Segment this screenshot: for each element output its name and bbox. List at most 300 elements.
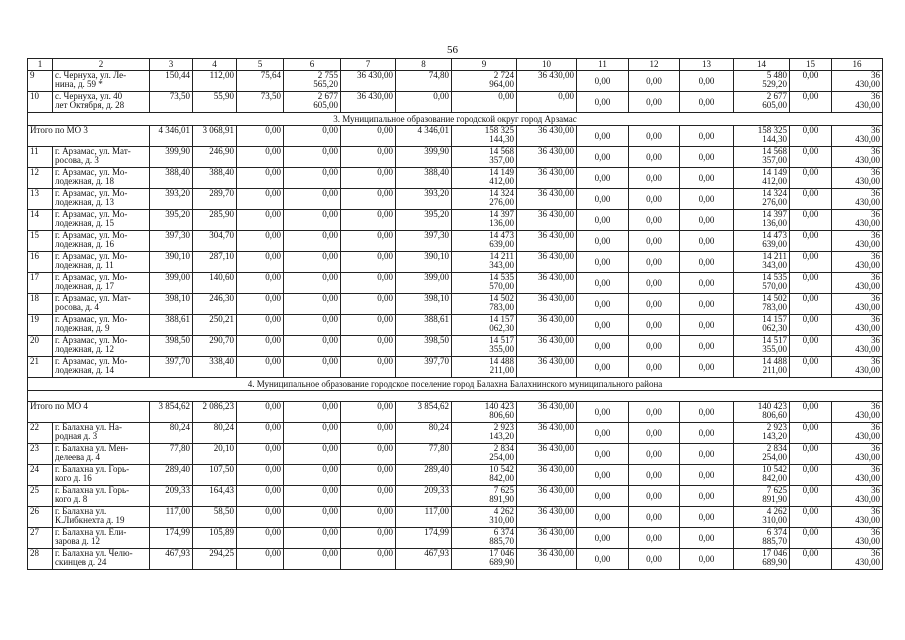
row-c11: 0,00 <box>577 231 629 252</box>
row-c9 <box>452 168 517 189</box>
total-c14 <box>734 402 790 423</box>
row-c16 <box>832 423 883 444</box>
row-c12: 0,00 <box>629 423 680 444</box>
row-c6: 0,00 <box>284 189 341 210</box>
row-c3: 393,20 <box>150 189 193 210</box>
row-c14-line: 14 157 <box>762 314 787 324</box>
row-c11: 0,00 <box>577 357 629 378</box>
row-number: 14 <box>28 210 53 231</box>
row-c3: 73,50 <box>150 92 193 113</box>
row-c8: 467,93 <box>396 549 452 570</box>
row-c14-line: 14 473 <box>762 230 787 240</box>
row-address <box>53 444 150 465</box>
row-number: 21 <box>28 357 53 378</box>
row-c5: 0,00 <box>237 336 284 357</box>
row-c7: 0,00 <box>341 444 396 465</box>
total-c16-line: 430,00 <box>855 134 880 144</box>
table-row <box>28 168 883 189</box>
column-number: 13 <box>680 59 734 71</box>
row-c12: 0,00 <box>629 465 680 486</box>
row-address-line: лодежная, д. 14 <box>55 365 115 375</box>
row-c12: 0,00 <box>629 168 680 189</box>
row-number: 17 <box>28 273 53 294</box>
section-heading: 4. Муниципальное образование городское поселение город Балахна Балахнинского муниципального района <box>28 378 883 391</box>
row-c3: 209,33 <box>150 486 193 507</box>
row-c15: 0,00 <box>790 465 832 486</box>
row-c12: 0,00 <box>629 315 680 336</box>
row-c16-line: 430,00 <box>855 239 880 249</box>
row-c4: 58,50 <box>193 507 237 528</box>
row-c14-line: 2 677 <box>766 91 787 101</box>
total-row <box>28 126 883 147</box>
row-address-line: г. Арзамас, ул. Мо- <box>55 188 128 198</box>
row-address-line: г. Арзамас, ул. Мат- <box>55 146 131 156</box>
row-c14 <box>734 465 790 486</box>
row-c14 <box>734 92 790 113</box>
row-c9-line: 2 724 <box>493 70 514 80</box>
table-row <box>28 92 883 113</box>
row-c9-line: 14 535 <box>489 272 514 282</box>
row-c10: 36 430,00 <box>517 507 577 528</box>
row-c13: 0,00 <box>680 507 734 528</box>
row-c9 <box>452 92 517 113</box>
row-c14-line: 529,20 <box>762 79 787 89</box>
row-c9-line: 412,00 <box>489 176 514 186</box>
total-c14-line: 144,30 <box>762 134 787 144</box>
row-c6 <box>284 92 341 113</box>
row-c13: 0,00 <box>680 315 734 336</box>
row-c9 <box>452 189 517 210</box>
row-number: 20 <box>28 336 53 357</box>
row-c14-line: 2 923 <box>766 422 787 432</box>
row-c8: 174,99 <box>396 528 452 549</box>
row-c15: 0,00 <box>790 92 832 113</box>
row-c11: 0,00 <box>577 294 629 315</box>
row-c16-line: 430,00 <box>855 302 880 312</box>
row-c6: 0,00 <box>284 465 341 486</box>
row-c6: 0,00 <box>284 528 341 549</box>
row-c8: 209,33 <box>396 486 452 507</box>
row-c6: 0,00 <box>284 549 341 570</box>
row-c11: 0,00 <box>577 210 629 231</box>
row-c16-line: 36 <box>871 485 880 495</box>
row-address <box>53 294 150 315</box>
row-c10: 0,00 <box>517 92 577 113</box>
row-c9 <box>452 507 517 528</box>
row-address-line: г. Балахна ул. На- <box>55 422 123 432</box>
row-c4: 285,90 <box>193 210 237 231</box>
row-c10: 36 430,00 <box>517 423 577 444</box>
row-c16 <box>832 231 883 252</box>
row-c10: 36 430,00 <box>517 252 577 273</box>
row-c16 <box>832 507 883 528</box>
row-c4: 290,70 <box>193 336 237 357</box>
row-c14-line: 783,00 <box>762 302 787 312</box>
row-c5: 0,00 <box>237 549 284 570</box>
row-c5: 0,00 <box>237 444 284 465</box>
row-address-line: г. Арзамас, ул. Мо- <box>55 251 128 261</box>
row-c14 <box>734 336 790 357</box>
total-c9 <box>452 126 517 147</box>
row-c7: 0,00 <box>341 147 396 168</box>
row-c15: 0,00 <box>790 231 832 252</box>
total-c16 <box>832 126 883 147</box>
row-c15: 0,00 <box>790 486 832 507</box>
row-address <box>53 423 150 444</box>
row-number: 25 <box>28 486 53 507</box>
row-c16 <box>832 210 883 231</box>
row-address-line: г. Балахна ул. Мен- <box>55 443 129 453</box>
row-c8: 388,40 <box>396 168 452 189</box>
row-c14-line: 17 046 <box>762 548 787 558</box>
row-c7: 0,00 <box>341 231 396 252</box>
total-c6: 0,00 <box>284 402 341 423</box>
row-address-line: росова, д. 3 <box>55 155 99 165</box>
row-c14-line: 891,90 <box>762 494 787 504</box>
row-c9-line: 254,00 <box>489 452 514 462</box>
row-c7: 36 430,00 <box>341 71 396 92</box>
row-c16-line: 430,00 <box>855 197 880 207</box>
row-c14-line: 14 149 <box>762 167 787 177</box>
row-address-line: кого д. 16 <box>55 473 92 483</box>
total-c3: 3 854,62 <box>150 402 193 423</box>
total-c16 <box>832 402 883 423</box>
column-number: 7 <box>341 59 396 71</box>
total-c4: 3 068,91 <box>193 126 237 147</box>
data-table <box>27 58 883 570</box>
row-c16 <box>832 465 883 486</box>
row-c5: 0,00 <box>237 357 284 378</box>
row-c16-line: 430,00 <box>855 281 880 291</box>
row-c6: 0,00 <box>284 168 341 189</box>
row-c15: 0,00 <box>790 273 832 294</box>
row-c14-line: 412,00 <box>762 176 787 186</box>
row-address-line: кого д. 8 <box>55 494 88 504</box>
total-row <box>28 402 883 423</box>
row-address <box>53 315 150 336</box>
row-address <box>53 465 150 486</box>
row-c12: 0,00 <box>629 507 680 528</box>
row-c16-line: 430,00 <box>855 431 880 441</box>
row-number: 11 <box>28 147 53 168</box>
total-c8: 4 346,01 <box>396 126 452 147</box>
row-c16 <box>832 252 883 273</box>
row-c8: 397,70 <box>396 357 452 378</box>
row-c6: 0,00 <box>284 294 341 315</box>
row-c9 <box>452 71 517 92</box>
total-c16-line: 36 <box>871 401 880 411</box>
row-c14 <box>734 528 790 549</box>
row-c14-line: 570,00 <box>762 281 787 291</box>
section-heading-row <box>28 378 883 391</box>
row-c7: 0,00 <box>341 168 396 189</box>
row-c10: 36 430,00 <box>517 444 577 465</box>
row-c12: 0,00 <box>629 92 680 113</box>
total-c5: 0,00 <box>237 402 284 423</box>
column-number: 3 <box>150 59 193 71</box>
row-c9 <box>452 357 517 378</box>
row-c11: 0,00 <box>577 273 629 294</box>
row-c6-line: 2 677 <box>317 91 338 101</box>
row-c11: 0,00 <box>577 507 629 528</box>
row-c7: 0,00 <box>341 315 396 336</box>
section-heading: 3. Муниципальное образование городской округ город Арзамас <box>28 113 883 126</box>
row-address-line: родная д. 3 <box>55 431 98 441</box>
total-c10: 36 430,00 <box>517 402 577 423</box>
row-number: 18 <box>28 294 53 315</box>
row-c7: 0,00 <box>341 189 396 210</box>
row-c14-line: 14 397 <box>762 209 787 219</box>
row-address <box>53 92 150 113</box>
row-c11: 0,00 <box>577 71 629 92</box>
row-c4: 250,21 <box>193 315 237 336</box>
row-c5: 0,00 <box>237 252 284 273</box>
row-c14-line: 639,00 <box>762 239 787 249</box>
row-c14-line: 355,00 <box>762 344 787 354</box>
row-c3: 467,93 <box>150 549 193 570</box>
row-c10: 36 430,00 <box>517 189 577 210</box>
column-number: 14 <box>734 59 790 71</box>
row-c16 <box>832 294 883 315</box>
row-c6: 0,00 <box>284 231 341 252</box>
row-c12: 0,00 <box>629 252 680 273</box>
row-address-line: лодежная, д. 17 <box>55 281 115 291</box>
row-c6: 0,00 <box>284 423 341 444</box>
total-c16-line: 36 <box>871 125 880 135</box>
row-c14 <box>734 252 790 273</box>
row-c9 <box>452 231 517 252</box>
row-address-line: К.Либкнехта д. 19 <box>55 515 125 525</box>
row-c14-line: 357,00 <box>762 155 787 165</box>
row-c6: 0,00 <box>284 486 341 507</box>
row-c14-line: 14 517 <box>762 335 787 345</box>
row-c3: 397,70 <box>150 357 193 378</box>
row-number: 22 <box>28 423 53 444</box>
row-c11: 0,00 <box>577 549 629 570</box>
row-c9-line: 842,00 <box>489 473 514 483</box>
total-c10: 36 430,00 <box>517 126 577 147</box>
row-c11: 0,00 <box>577 147 629 168</box>
row-c14 <box>734 507 790 528</box>
row-c12: 0,00 <box>629 444 680 465</box>
blank-cell <box>28 391 883 402</box>
row-c16-line: 430,00 <box>855 323 880 333</box>
row-c9-line: 143,20 <box>489 431 514 441</box>
row-number: 9 <box>28 71 53 92</box>
row-address <box>53 189 150 210</box>
row-c15: 0,00 <box>790 294 832 315</box>
row-c16-line: 430,00 <box>855 536 880 546</box>
row-address <box>53 273 150 294</box>
row-c13: 0,00 <box>680 549 734 570</box>
total-c15: 0,00 <box>790 402 832 423</box>
row-c15: 0,00 <box>790 71 832 92</box>
total-c15: 0,00 <box>790 126 832 147</box>
row-c16-line: 430,00 <box>855 260 880 270</box>
row-c10: 36 430,00 <box>517 210 577 231</box>
row-c4: 294,25 <box>193 549 237 570</box>
row-c14 <box>734 315 790 336</box>
row-address-line: лодежная, д. 18 <box>55 176 115 186</box>
row-c9 <box>452 423 517 444</box>
row-c16-line: 36 <box>871 167 880 177</box>
column-number: 12 <box>629 59 680 71</box>
row-number: 15 <box>28 231 53 252</box>
row-address <box>53 357 150 378</box>
row-c9-line: 14 211 <box>489 251 514 261</box>
row-c16-line: 36 <box>871 70 880 80</box>
row-c16-line: 430,00 <box>855 100 880 110</box>
row-c16-line: 36 <box>871 272 880 282</box>
row-c16-line: 36 <box>871 209 880 219</box>
row-c3: 80,24 <box>150 423 193 444</box>
table-row <box>28 486 883 507</box>
row-c12: 0,00 <box>629 336 680 357</box>
row-c14-line: 211,00 <box>762 365 787 375</box>
row-c4: 246,30 <box>193 294 237 315</box>
row-c9 <box>452 486 517 507</box>
column-number: 4 <box>193 59 237 71</box>
row-c14 <box>734 71 790 92</box>
row-c14-line: 14 535 <box>762 272 787 282</box>
row-c8: 390,10 <box>396 252 452 273</box>
row-c10: 36 430,00 <box>517 294 577 315</box>
row-c16 <box>832 549 883 570</box>
row-c9-line: 14 324 <box>489 188 514 198</box>
row-c9 <box>452 336 517 357</box>
row-c13: 0,00 <box>680 92 734 113</box>
row-c8: 399,90 <box>396 147 452 168</box>
table-row <box>28 549 883 570</box>
row-c5: 0,00 <box>237 231 284 252</box>
row-c15: 0,00 <box>790 528 832 549</box>
row-c6: 0,00 <box>284 315 341 336</box>
row-c11: 0,00 <box>577 336 629 357</box>
row-number: 10 <box>28 92 53 113</box>
row-c5: 0,00 <box>237 528 284 549</box>
row-address-line: г. Арзамас, ул. Мо- <box>55 167 128 177</box>
row-c4: 287,10 <box>193 252 237 273</box>
row-c5: 0,00 <box>237 189 284 210</box>
row-number: 23 <box>28 444 53 465</box>
row-c14-line: 6 374 <box>766 527 787 537</box>
total-c16-line: 430,00 <box>855 410 880 420</box>
row-c14-line: 254,00 <box>762 452 787 462</box>
row-c14-line: 14 488 <box>762 356 787 366</box>
row-address-line: лодежная, д. 12 <box>55 344 115 354</box>
row-c14-line: 143,20 <box>762 431 787 441</box>
row-address-line: лодежная, д. 16 <box>55 239 115 249</box>
row-number: 19 <box>28 315 53 336</box>
row-c7: 0,00 <box>341 528 396 549</box>
row-c16-line: 430,00 <box>855 515 880 525</box>
row-c6: 0,00 <box>284 336 341 357</box>
row-c6: 0,00 <box>284 444 341 465</box>
row-c11: 0,00 <box>577 444 629 465</box>
row-c16-line: 36 <box>871 464 880 474</box>
row-c4: 55,90 <box>193 92 237 113</box>
row-c14-line: 14 568 <box>762 146 787 156</box>
row-c11: 0,00 <box>577 315 629 336</box>
row-c14-line: 343,00 <box>762 260 787 270</box>
row-c9-line: 17 046 <box>489 548 514 558</box>
row-c8: 117,00 <box>396 507 452 528</box>
row-address-line: росова, д. 4 <box>55 302 99 312</box>
row-address-line: нина, д. 59 * <box>55 79 103 89</box>
row-c10: 36 430,00 <box>517 71 577 92</box>
row-c9-line: 276,00 <box>489 197 514 207</box>
row-c8: 393,20 <box>396 189 452 210</box>
row-c16-line: 36 <box>871 146 880 156</box>
row-c3: 398,10 <box>150 294 193 315</box>
column-number: 1 <box>28 59 53 71</box>
row-c4: 338,40 <box>193 357 237 378</box>
row-c16 <box>832 444 883 465</box>
row-c9-line: 891,90 <box>489 494 514 504</box>
row-c7: 0,00 <box>341 336 396 357</box>
row-c15: 0,00 <box>790 252 832 273</box>
row-c9-line: 14 488 <box>489 356 514 366</box>
column-number: 10 <box>517 59 577 71</box>
total-c3: 4 346,01 <box>150 126 193 147</box>
row-c11: 0,00 <box>577 465 629 486</box>
row-address-line: с. Чернуха, ул. Ле- <box>55 70 127 80</box>
row-c3: 397,30 <box>150 231 193 252</box>
total-c9-line: 140 423 <box>484 401 514 411</box>
row-c7: 0,00 <box>341 252 396 273</box>
row-c16-line: 36 <box>871 506 880 516</box>
row-c7: 0,00 <box>341 486 396 507</box>
total-c7: 0,00 <box>341 126 396 147</box>
row-c8: 74,80 <box>396 71 452 92</box>
row-c14 <box>734 273 790 294</box>
row-c16-line: 36 <box>871 188 880 198</box>
row-address-line: г. Арзамас, ул. Мо- <box>55 272 128 282</box>
row-c9 <box>452 294 517 315</box>
row-c16 <box>832 147 883 168</box>
row-c11: 0,00 <box>577 486 629 507</box>
row-c16 <box>832 189 883 210</box>
row-c7: 0,00 <box>341 549 396 570</box>
row-c14-line: 2 834 <box>766 443 787 453</box>
row-c15: 0,00 <box>790 423 832 444</box>
row-c4: 20,10 <box>193 444 237 465</box>
row-c5: 0,00 <box>237 465 284 486</box>
row-c12: 0,00 <box>629 147 680 168</box>
row-c5: 0,00 <box>237 423 284 444</box>
row-c8: 398,10 <box>396 294 452 315</box>
row-c14 <box>734 423 790 444</box>
row-address-line: лодежная, д. 11 <box>55 260 114 270</box>
row-address <box>53 486 150 507</box>
row-c14-line: 5 480 <box>766 70 787 80</box>
row-c13: 0,00 <box>680 231 734 252</box>
table-row <box>28 465 883 486</box>
row-c7: 0,00 <box>341 210 396 231</box>
total-label: Итого по МО 3 <box>28 126 150 147</box>
row-c7: 36 430,00 <box>341 92 396 113</box>
row-c11: 0,00 <box>577 92 629 113</box>
row-address-line: лет Октября, д. 28 <box>55 100 125 110</box>
row-c5: 0,00 <box>237 273 284 294</box>
row-c9-line: 689,90 <box>489 557 514 567</box>
row-address-line: г. Арзамас, ул. Мат- <box>55 293 131 303</box>
row-c14 <box>734 444 790 465</box>
row-c12: 0,00 <box>629 71 680 92</box>
row-c14-line: 842,00 <box>762 473 787 483</box>
table-row <box>28 273 883 294</box>
row-address-line: г. Арзамас, ул. Мо- <box>55 230 128 240</box>
